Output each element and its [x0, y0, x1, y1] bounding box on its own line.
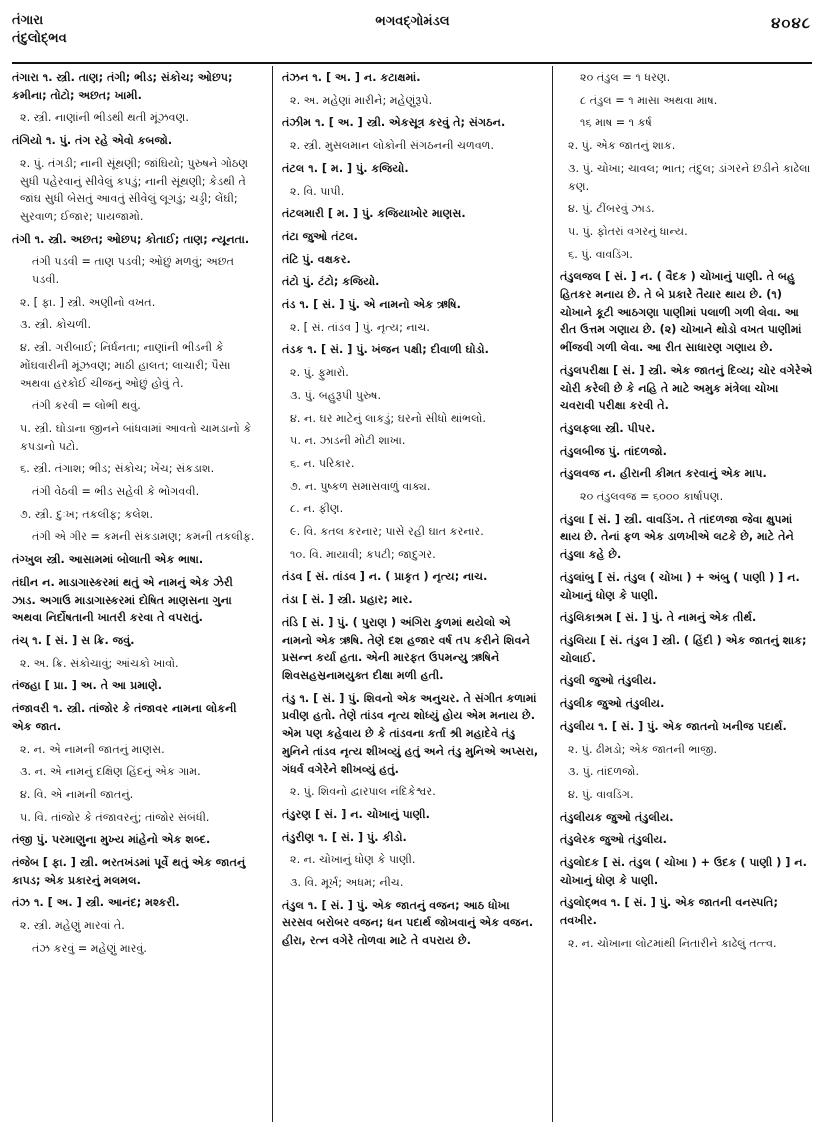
entry-sense: ૨. સ્ત્રી. મુસલમાન લોકોની સંગઠનની ચળવળ.: [290, 139, 495, 153]
column-divider: [552, 66, 553, 1122]
entry-sense: ૨. [ સં. તાંડવ ] પું. નૃત્ય; નાચ.: [290, 320, 430, 334]
dictionary-entry: તંટિ પું. વક્ષકર.: [282, 252, 351, 266]
dictionary-entry: તંડુ ૧. [ સં. ] પું. શિવનો એક અનુચર. તે સંગીત કળામાં પ્રવીણ હતો. તેણે તાંડવ નૃત્ય શોધ્યું હોય એમ મનાય છે. એમ પણ કહેવાય છે કે તાંડવના કર્તા શ્રી મહાદેવે તંડુ મુનિને તાંડવ નૃત્ય શીખવ્યું હતું અને તંડુ મુનિએ અપ્સરા, ગંધર્વ વગેરેને શીખવ્યું હતું.: [282, 691, 539, 776]
dictionary-entry: તંડુલોદ્ભવ ૧. [ સં. ] પું. એક જાતની વનસ્પતિ; તવખીર.: [560, 896, 778, 928]
dictionary-entry: તંડવ [ સં. તાંડવ ] ન. ( પ્રાકૃત ) નૃત્ય; નાચ.: [282, 570, 488, 584]
entry-sense: ૫. ન. ઝાડની મોટી શાખા.: [290, 434, 406, 448]
entry-sense: ૪. પું. ટીંબરવું ઝાડ.: [568, 202, 655, 216]
dictionary-entry: તંડુલીયક જુઓ તંડુલીય.: [560, 810, 674, 824]
entry-sense: ૨. અ. ક્રિ. સંકોચાવું; આંચકો ખાવો.: [20, 656, 179, 670]
dictionary-entry: તંડુલોદક [ સં. તંડુલ ( ચોખા ) + ઉદક ( પાણી ) ] ન. ચોખાનું ધોણ કે પાણી.: [560, 856, 807, 887]
dictionary-entry: તંજી પું. પરમાણુના મુખ્ય માંહેનો એક શબ્દ.: [12, 833, 211, 847]
entry-sense: ૪. ન. ઘર માટેનું લાકડું; ઘરનો સીધો થાંભલો.: [290, 411, 486, 425]
entry-sense: ૨. વિ. પાપી.: [290, 184, 345, 198]
entry-sense: ૨. પું. એક જાતનું શાક.: [568, 139, 676, 153]
entry-sense: ૨. સ્ત્રી. મહેણું મારવાં તે.: [20, 919, 125, 933]
entry-sense: ૬. સ્ત્રી. તંગાશ; ભીડ; સંકોચ; ખેંચ; સંકડાશ.: [20, 462, 215, 476]
dictionary-entry: તંડુલપરીક્ષા [ સં. ] સ્ત્રી. એક જાતનું દિવ્ય; ચોર વગેરેએ ચોરી કરેલી છે કે નહિ તે માટે અમુક મંત્રેલા ચોખા ચવરાવી પરીક્ષા કરવી તે.: [560, 363, 813, 413]
header-rule: [12, 62, 812, 64]
entry-sense: ૨. પું. શિવનો દ્વારપાલ નંદિકેશ્વર.: [290, 785, 436, 799]
dictionary-entry: તંઝીમ ૧. [ અ. ] સ્ત્રી. એકસૂત્ર કરવું તે; સંગઠન.: [282, 116, 506, 130]
page-number: ૪૦૪૮: [771, 14, 811, 32]
dictionary-entry: તંડા [ સં. ] સ્ત્રી. પ્રહાર; માર.: [282, 593, 413, 607]
dictionary-entry: તંગી ૧. સ્ત્રી. અછત; ઓછપ; કોતાઈ; તાણ; ન્યૂનતા.: [12, 232, 250, 246]
dictionary-entry: તંડુલબીજ પું. તાંદળજો.: [560, 444, 667, 458]
dictionary-entry: તંડુરીણ ૧. [ સં. ] પું. કીડો.: [282, 830, 407, 844]
dictionary-entry: તંડુલી જુઓ તંડુલીય.: [560, 674, 657, 688]
entry-sense: ૪. વિ. એ નામની જાતનું.: [20, 787, 134, 801]
entry-sense: ૪. પું. વાવડિંગ.: [568, 787, 634, 801]
entry-sense: ૩. પું. બહુરૂપી પુરુષ.: [290, 388, 382, 402]
dictionary-entry: તંડુલિયા [ સં. તંડુલ ] સ્ત્રી. ( હિંદી ) એક જાતનું શાક; ચોલાઈ.: [560, 633, 807, 665]
entry-sense: ૨. ન. એ નામની જાતનું માણસ.: [20, 742, 165, 756]
dictionary-entry: તંડુલેરક જુઓ તંડુલીય.: [560, 833, 667, 847]
entry-sense: ૨. પું. ફુમારો.: [290, 366, 349, 380]
entry-example: તંઝ કરવું = મહેણું મારવું.: [32, 941, 147, 955]
dictionary-entry: તંગ્ખુલ સ્ત્રી. આસામમાં બોલાતી એક ભાષા.: [12, 553, 204, 567]
column-divider: [272, 66, 273, 1122]
entry-example: તંગી પડવી = તાણ પડવી; ઓછું મળવું; અછત પડવી.: [32, 255, 234, 287]
dictionary-entry: તંટો પું. ટંટો; કજિયો.: [282, 275, 380, 289]
entry-sense: ૨. ન. ચોખાના લોટમાંથી નિતારીને કાઢેલું તત્ત્વ.: [568, 936, 777, 950]
entry-sense: ૪. સ્ત્રી. ગરીબાઈ; નિર્ધનતા; નાણાંની ભીડની કે મોંઘવારીની મૂંઝવણ; માઠી હાલત; લાચારી; પૈસા અથવા હરકોઈ ચીજનું ઓછું હોવું તે.: [20, 341, 231, 390]
dictionary-entry: તંડુલાંબુ [ સં. તંડુલ ( ચોખા ) + અંબુ ( પાણી ) ] ન. ચોખાનું ધોણ કે પાણી.: [560, 570, 800, 602]
dictionary-entry: તંઝન ૧. [ અ. ] ન. કટાક્ષમાં.: [282, 71, 421, 84]
dictionary-entry: તંજાવરી ૧. સ્ત્રી. તાંજોર કે તંજાવર નામના લોકની એક જાત.: [12, 702, 237, 733]
entry-sense: ૫. વિ. તાંજોર કે તંજાવરનું; તાંજોર સંબંધી.: [20, 810, 210, 824]
entry-sense: ૭. સ્ત્રી. દુઃખ; તકલીફ; કલેશ.: [20, 507, 154, 521]
entry-sense: ૩. ન. એ નામનું દક્ષિણ હિંદનું એક ગામ.: [20, 765, 201, 779]
entry-sense: ૩. પું. તાંદળજો.: [568, 765, 640, 779]
column-2: [282, 69, 544, 1124]
dictionary-entry: તંડુલા [ સં. ] સ્ત્રી. વાવડિંગ. તે તાંદળજા જેવા ક્ષુપમાં થાય છે. તેનાં ફળ એક ડાળખીએ લટકે છે, માટે તેને તંડુલા કહે છે.: [560, 512, 794, 562]
page-title: ભગવદ્ગોમંડલ: [375, 14, 450, 29]
dictionary-entry: તંઘીન ન. માડાગાસ્કરમાં થતું એ નામનું એક ઝેરી ઝાડ. અગાઉ માડાગાસ્કરમાં દોષિત માણસના ગુના અથવા નિર્દોષતાની ખાતરી કરવા તે વપરાતું.: [12, 575, 233, 625]
entry-example: ૨૦ તંડુલવજ = ૬૦૦૦ કાર્ષાપણ.: [580, 490, 724, 504]
dictionary-entry: તંડુલિકાશ્રમ [ સં. ] પું. તે નામનું એક તીર્થ.: [560, 611, 757, 625]
entry-sense: ૩. વિ. મૂર્ખ; અધમ; નીચ.: [290, 876, 404, 890]
dictionary-entry: તંઝ ૧. [ અ. ] સ્ત્રી. આનંદ; મશ્કરી.: [12, 896, 180, 910]
dictionary-entry: તંડુરણ [ સં. ] ન. ચોખાનું પાણી.: [282, 807, 430, 821]
entry-sense: ૨. ન. ચોખાનું ધોણ કે પાણી.: [290, 853, 416, 867]
running-head-last-entry: તંદુલોદ્ભવ: [12, 31, 67, 46]
dictionary-entry: તંડુલજલ [ સં. ] ન. ( વૈદક ) ચોખાનું પાણી. તે બહુ હિતકર મનાય છે. તે બે પ્રકારે તૈયાર થાય છે. (૧) ચોખાને કૂટી આઠગણા પાણીમાં પલાળી ગળી લેવા. આ રીત ઉત્તમ ગણાય છે. (૨) ચોખાને થોડો વખત પાણીમાં ભીંજવી ગળી લેવા. આ રીત સાધારણ ગણાય છે.: [560, 270, 802, 355]
entry-sense: ૫. પું. ફોતરાં વગરનું ધાન્ય.: [568, 224, 688, 238]
entry-sense: ૨. અ. મહેણાં મારીને; મહેણુંરૂપે.: [290, 93, 433, 107]
dictionary-entry: તંડુલીય ૧. [ સં. ] પું. એક જાતનો ખનીજ પદાર્થ.: [560, 719, 787, 733]
entry-sense: ૫. સ્ત્રી. ઘોડાના જીનને બાંધવામાં આવતો ચામડાનો કે કપડાનો પટો.: [20, 421, 252, 453]
entry-sense: ૬. ન. પરિકાર.: [290, 456, 355, 470]
dictionary-entry: તંજેબ [ ફા. ] સ્ત્રી. ભરતખંડમાં પૂર્વે થતું એક જાતનું કાપડ; એક પ્રકારનું મલમલ.: [12, 856, 246, 887]
dictionary-entry: તંડુલ ૧. [ સં. ] પું. એક જાતનું વજન; આઠ ધોખા સરસવ બરોબર વજન; ધન પદાર્થ જોખવાનું એક વજન. હીરા, રત્ન વગેરે તોળવા માટે તે વપરાય છે.: [282, 898, 534, 948]
entry-sense: ૭. ન. પુષ્કળ સમાસવાળું વાક્ય.: [290, 479, 431, 493]
dictionary-entry: તંડુલવજ ન. હીરાની કીમત કરવાનું એક માપ.: [560, 467, 767, 481]
entry-sense: ૬. પું. વાવડિંગ.: [568, 247, 633, 261]
entry-sense: ૩. સ્ત્રી. કોચળી.: [20, 318, 92, 332]
entry-example: તંગી વેઠવી = ભીડ સહેવી કે ભોગવવી.: [32, 485, 200, 499]
entry-example: ૮ તંડુલ = ૧ માસા અથવા માષ.: [580, 93, 718, 107]
dictionary-entry: તંડુલફલા સ્ત્રી. પીપર.: [560, 421, 656, 435]
entry-sense: ૨. પું. ઢીમડો; એક જાતની ભાજી.: [568, 742, 718, 756]
dictionary-entry: તંગારા ૧. સ્ત્રી. તાણ; તંગી; ભીડ; સંકોચ; ઓછપ; કમીના; તોટો; અછત; ખામી.: [12, 71, 233, 102]
entry-sense: ૨. પું. તંગડી; નાની સૂંથણી; જાંઘિયો; પુરુષને ગોઠણ સુધી પહેરવાનું સીવેલું કપડું; નાની સૂંથણી; કેડથી તે જાંઘ સુધી બેસતું આવતું સીવેલું લૂગડું; ચડ્ડી; લેંઘી; સુરવાળ; ઈજાર; પાયજામો.: [20, 156, 249, 223]
dictionary-entry: તંટલ ૧. [ મ. ] પું. કજિયો.: [282, 161, 409, 175]
dictionary-entry: તંગિયો ૧. પું. તંગ રહે એવો કબજો.: [12, 134, 173, 148]
dictionary-entry: તંડિ [ સં. ] પું. ( પુરાણ ) અંગિરા કુળમાં થયેલો એ નામનો એક ઋષિ. તેણે દશ હજાર વર્ષ તપ કરીને શિવને પ્રસન્ન કર્યા હતા. એની મારફત ઉપમન્યુ ઋષિને શિવસહસ્રનામયુક્ત દીક્ષા મળી હતી.: [282, 615, 530, 682]
column-1: [12, 69, 260, 1124]
running-head-first-entry: તંગારા: [12, 13, 44, 28]
entry-sense: ૮. ન. ફીણ.: [290, 502, 344, 516]
entry-sense: ૩. પું. ચોખા; ચાવલ; ભાત; તંદુલ; ડાંગરને છડીને કાઢેલા કણ.: [568, 161, 811, 193]
entry-example: ૨૦ તંડુલ = ૧ ધરણ.: [580, 71, 671, 84]
entry-sense: ૯. વિ. કતલ કરનાર; પાસે રહી ઘાત કરનાર.: [290, 525, 484, 539]
dictionary-entry: તંટા જુઓ તંટલ.: [282, 229, 358, 243]
entry-sense: ૧૦. વિ. માયાવી; કપટી; જાદુગર.: [290, 547, 436, 561]
dictionary-entry: તંડક ૧. [ સં. ] પું. ખંજન પક્ષી; દીવાળી ઘોડો.: [282, 343, 489, 357]
dictionary-entry: તંડુલીક જુઓ તંડુલીય.: [560, 697, 665, 711]
column-3: [560, 69, 814, 1124]
entry-sense: ૨. સ્ત્રી. નાણાંની ભીડથી થતી મૂંઝવણ.: [20, 111, 189, 125]
entry-example: તંગી કરવી = લોભી થવું.: [32, 399, 141, 413]
dictionary-entry: તંટલમારી [ મ. ] પું. કજિયાખોર માણસ.: [282, 207, 466, 221]
dictionary-entry: તંચ્ ૧. [ સં. ] સ ક્રિ. જવું.: [12, 633, 135, 647]
dictionary-entry: તંડ ૧. [ સં. ] પું. એ નામનો એક ઋષિ.: [282, 298, 461, 312]
entry-example: તંગી એ ગીર = કમની સંકડામણ; કમની તકલીફ.: [32, 530, 255, 544]
entry-sense: ૨. [ ફા. ] સ્ત્રી. અણીનો વખત.: [20, 295, 156, 309]
entry-example: ૧૬ માષ = ૧ કર્ષ: [580, 116, 652, 130]
dictionary-entry: તંજહા [ પ્રા. ] અ. તે આ પ્રમાણે.: [12, 679, 163, 693]
